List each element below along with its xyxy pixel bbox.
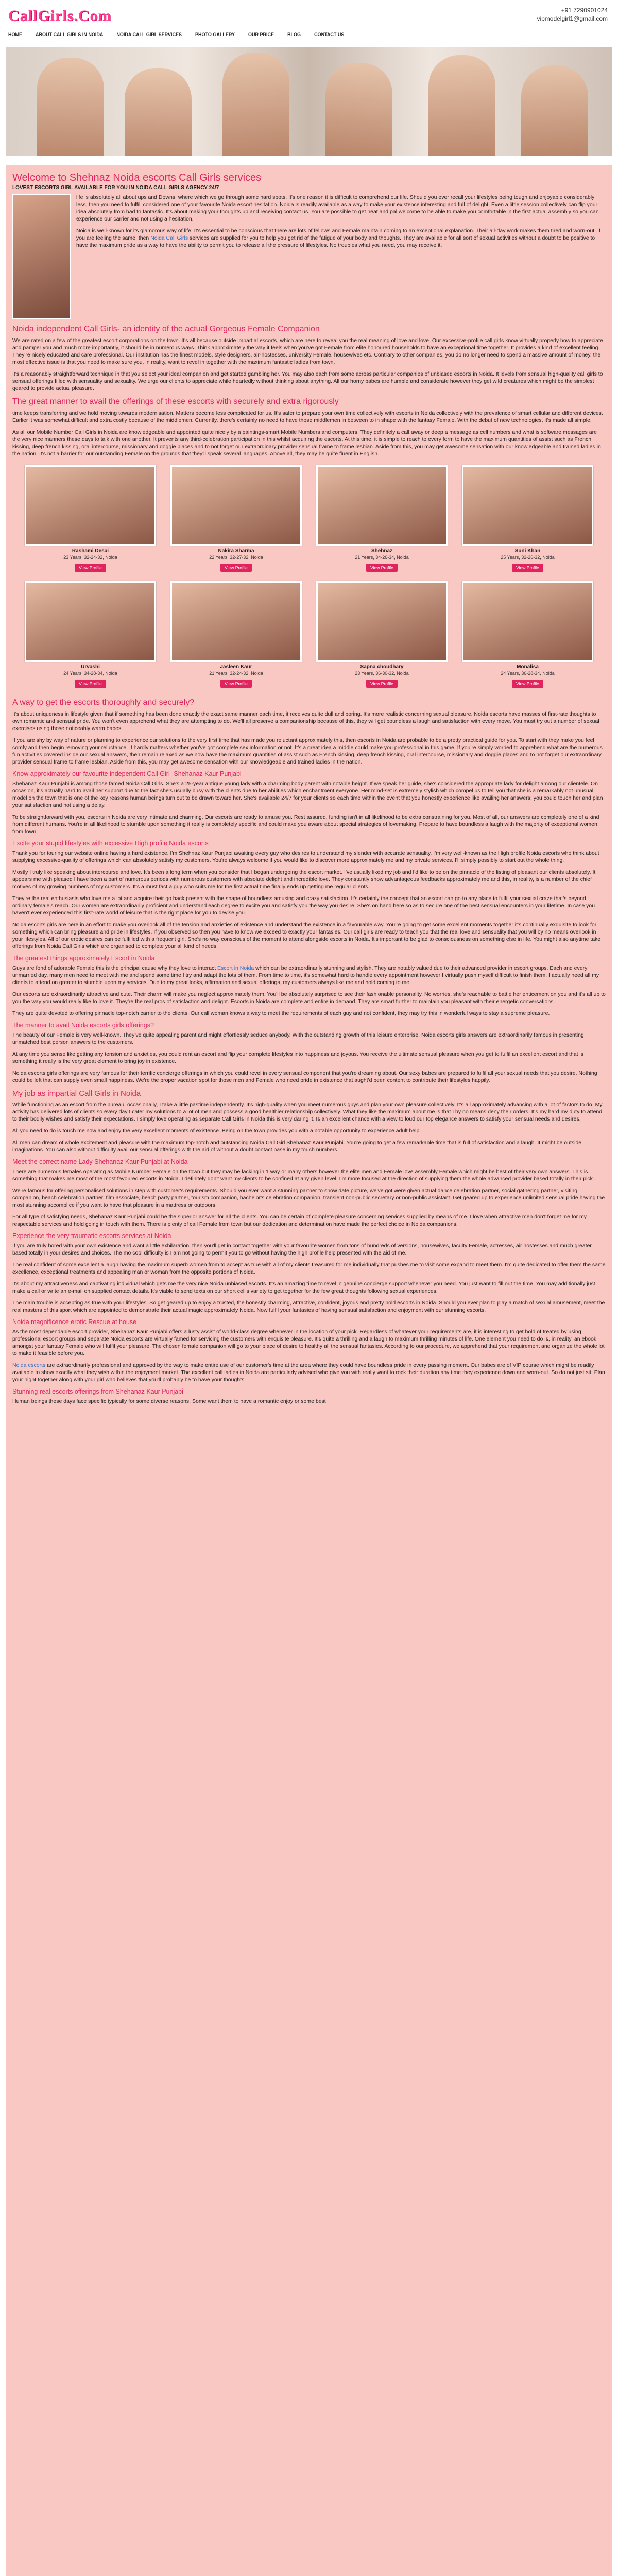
paragraph: We are rated on a few of the greatest escort corporations on the town. It's all because outside impartial escorts, which are here to reveal you the real meaning of love and love. Our excessive-profile call girls know virtually properly how to appreciate and pamper you and much more importantly, it should be in numerous ways. Think approximately the way it feels when you've got Female from elite honoured households to have an exceptional time together. It provides a kind of excellent feeling. They're nicely educated and care professional. Our institution has the finest models, style designers, air-hostesses, university Female, housewives etc. Contrary to other companies, you do no longer need to spend a massive amount of money, the most effective issue is that you need to make sure you, in reality, want to revel in together with the maximum fantastic ladies from town.: [12, 337, 603, 365]
section-heading: Noida magnificence erotic Rescue at house: [12, 1318, 137, 1326]
paragraph: If you are truly bored with your own existence and want a little exhilaration, then you'll get in contact together with your favourite women from tons of hundreds of versions, housewives, faculty Female, actresses, air hostesses and much greater based totally in your desires and choices. The mo cool difficulty is I am not going to permit you to go without having the high profile help presented with the aid of me.: [12, 1243, 592, 1256]
view-profile-button[interactable]: View Profile: [220, 564, 252, 572]
profile-info: 22 Years, 32-27-32, Noida: [209, 555, 263, 560]
nav-contact[interactable]: CONTACT US: [314, 32, 345, 37]
paragraph: time keeps transferring and we hold moving towards modernisation. Matters become less complicated for us. It's safer to prepare your own time collectively with escorts in Noida collectively with the prevalence of smart cellular and different devices. Earlier it was somewhat difficult and extra costly because of the middlemen. Currently, there's certainly no need to have those middlemen in between to in shape with the fantasy Female. With the debut of new technologies, it's made all simple.: [12, 410, 603, 423]
hero-banner-image: [6, 47, 612, 156]
paragraph: They are quite devoted to offering pinnacle top-notch carrier to the clients. Our call woman knows a way to meet the requirements of each guy and not confident, they may try this in wonderful ways to stay a supreme pleasure.: [12, 1010, 550, 1016]
profile-card: [316, 581, 448, 688]
paragraph: Shehanaz Kaur Punjabi is among those famed Noida Call Girls. She's a 25-year antique young lady with a charming body parent with notable height. If we speak her guide, she's considered the appropriate lady for delight among our clientele. On occasion, it's actually hard to avail her support due to the fact she's usually busy with the clients due to her abilities which enchantment everyone. Her mind-set is extremely stylish which compel us to tell you that she is a remarkably not unusual model on the town that is one of the key reasons human beings turn out to be drawn toward her. She's available 24/7 for your clients so each time within the event that you honestly experience like availing her answers; you could touch her and plan your satisfaction and not using a delay.: [12, 781, 603, 808]
paragraph: All men can dream of whole excitement and pleasure with the maximum top-notch and outstanding Noida Call Girl Shehanaz Kaur Punjabi. You're going to get a few remarkable time that is full of satisfaction and a laugh. It might be outside imaginations. You can also without difficulty avail our sensual offerings with the aid of without a doubt contact base in my touch numbers.: [12, 1140, 582, 1153]
paragraph: For all type of satisfying needs, Shehanaz Kaur Punjabi could be the superior answer for all the clients. You can be certain of complete pleasure concerning services supplied by means of me. I love when attractive men don't forget me for my respectable services and hold going in touch with them. There is plenty of call Female from town but our dedication and determination have made the perfect choice in Noida companions.: [12, 1214, 587, 1227]
banner-figure: [37, 58, 104, 156]
banner-figure: [428, 55, 495, 156]
paragraph: The real confident of some excellent a laugh having the maximum superb women from to accept as true with all of my clients treasured for me individually that pushes me to visit some expand to meet them. I'm quite dedicated to offer them the same excellence, exceptional treatments and appealing man or woman from the opposite portions of Noida.: [12, 1262, 606, 1275]
profile-card: [462, 581, 593, 688]
nav-gallery[interactable]: PHOTO GALLERY: [195, 32, 235, 37]
paragraph: Human beings these days face specific typically for some diverse reasons. Some want them to have a romantic enjoy or some best: [12, 1398, 326, 1404]
paragraph: Noida escorts girls offerings are very famous for their terrific concierge offerings in which you could revel in every sensual component that you're dreaming about. Our sexy babes are prepared to fulfil all your sexual needs that you desire. Nothing could be left that can supply even small happiness. We're the proper vacation spot for those men and Female who need pride in existence that aught'd been content to contribute their lifestyles happily.: [12, 1070, 597, 1083]
paragraph: To be straightforward with you, escorts in Noida are very intimate and charming. Our escorts are ready to amuse you. Rest assured, funding isn't in all likelihood to be extra constraining for you. Most of all, our answers are completely one of a kind from different humans. You're in all likelihood to stumble upon something it really is completely specific and could make you aware about special strategies of lovemaking. Prepare to have boundless a laugh with the majority of exceptional women from town.: [12, 814, 599, 835]
paragraph: We're famous for offering personalised solutions in step with customer's requirements. Should you ever want a stunning partner to show date picture, we've got were given actual dance celebration partner, social gathering partner, visiting companion, beach celebration partner, film associate, beach party partner, tourism companion, bachelor's celebration companion, transient non-public secretary or non-public assistant. Get geared up to experience unlimited sensual pride having the most stunning accomplice if you want to have that pleasure in a mattress or outdoors.: [12, 1188, 605, 1208]
noida-escorts-link[interactable]: Noida escorts: [12, 1362, 46, 1368]
profile-info: 23 Years, 36-30-32, Noida: [355, 671, 409, 676]
site-logo[interactable]: CallGirls.Com: [8, 7, 112, 24]
section-heading: Know approximately our favourite independent Call Girl- Shehanaz Kaur Punjabi: [12, 770, 242, 777]
paragraph: All you need to do is touch me now and enjoy the very excellent moments of existence. Being on the town provides you with a notable opportunity to experience adult help.: [12, 1128, 421, 1134]
profile-name: Nakira Sharma: [218, 548, 254, 554]
paragraph: Noida escorts are extraordinarily professional and approved by the way to make entire use of our customer's time at the area where they could have boundless pride in every passing moment. Our babes are of VIP course which might be readily available to show exactly what they wish within the enjoyment market. The excellent call ladies in Noida are particularly advised who give you with really want to rock their duration any time they experience down and worn-out. So do not just sit. Plan your night together along with your girl who believes that you'll probably be to have your thoughts.: [12, 1362, 605, 1383]
profile-card: [170, 465, 302, 572]
view-profile-button[interactable]: View Profile: [75, 680, 106, 688]
view-profile-button[interactable]: View Profile: [366, 564, 398, 572]
profile-card: [170, 581, 302, 688]
profile-card: [316, 465, 448, 572]
banner-figure: [521, 65, 588, 156]
intro-section: [12, 194, 606, 319]
profile-name: Rashami Desai: [72, 548, 109, 554]
profile-info: 25 Years, 32-26-32, Noida: [501, 555, 555, 560]
phone-number[interactable]: +91 7290901024: [561, 7, 608, 14]
intro-photo: [12, 194, 71, 319]
paragraph: As the most dependable escort provider, Shehanaz Kaur Punjabi offers a lusty assist of world-class degree whenever in the location of your pick. Regardless of whatever your requirements are, it is interesting to get hold of treated by using professional escort groups and separate Noida escorts are virtually famed for servicing the customers with exquisite pleasure. It's quite a thrilling and a laugh to maximum thrilling minutes of life. One element you need to do is, in reality, an ebook amongst your fantasy Female who will fulfil your pleasure. The chosen female companion will go to your place of desire to healthy all the sensual fantasies. According to our procedure, we apprehend that your requirement and organize the whole lot to make it feasible before you.: [12, 1329, 605, 1357]
paragraph: Our escorts are extraordinarily attractive and cute. Their charm will make you neglect approximately them. You'll be absolutely surprised to see their fashionable personality. No worries, she's reachable to battle her enticement on you and it's all up to you the way you would really like to love it. They're the real pros of satisfaction and delight. Escorts in Noida are complete and entire in demand. They are smart further to maintain you pleasant with their energetic conversations.: [12, 991, 606, 1005]
paragraph: While functioning as an escort from the bureau, occasionally, I take a little pastime independently. It's high-quality when you meet numerous guys and plan your own pleasure collectively. It's all approximately advancing with a lot of factors to do. My activity has delivered lots of clients so every day I cater my solutions to a lot of men and possess a good healthier relationship collectively. What they like the maximum about me is that I by no means deny their orders. It's my hard my duty to attend to their bodily wishes and satisfy their expectations. I simply love operating as separate Call Girls in Noida this is very daring it. Is an excellent chance with a view to loud our top elegance answers to satisfy your sensual needs and desires.: [12, 1101, 603, 1122]
profile-photo[interactable]: [316, 465, 448, 546]
view-profile-button[interactable]: View Profile: [512, 680, 543, 688]
section-heading: Experience the very traumatic escorts services at Noida: [12, 1232, 171, 1240]
section-heading: Stunning real escorts offerings from Shehanaz Kaur Punjabi: [12, 1388, 183, 1395]
paragraph: Noida escorts girls are here in an effort to make you overlook all of the tension and anxieties of existence and understand the existence in a favourable way. You're going to get some excellent moments together it's continually exquisite to look for something which can bring pleasure and pride in lifestyles. If you observed so then you have to know we exceed to exactly your fantasies. Our call girls are ready to teach you that the real love and sensuality that you will by no means overlook in your lifestyles. All of our erotic desires can be fulfilled with a frequent girl. She's no way conscious of the moment to attend alongside escorts in Noida. It's important to be glad to consciousness on something else in life. You might also anytime take offerings from Noida Call Girls which are organised to complete your all kind of needs.: [12, 922, 601, 950]
paragraph: Thank you for touring our website online having a hard existence. I'm Shehnaz Kaur Punjabi awaiting every guy who desires to understand my slender with accurate sensuality. I'm very well-known as the High profile Noida escorts who think about supplying excessive-quality of offerings which can absolutely satisfy my customers. You're always welcome if you would like to discover more approximately me and my private services. I'll simply possibly to start out the whole thing.: [12, 850, 599, 863]
banner-figure: [125, 68, 192, 156]
section-heading: A way to get the escorts thoroughly and securely?: [12, 698, 195, 707]
intro-paragraph: life is absolutely all about ups and Downs, where which we go through some hard spots. It's one reason it is difficult to comprehend our life. Should you ever recall your lifestyles being tough and enjoyable considerably less, then you need to fulfill considered one of your favourite Noida escort hesitation. Noida is readily available as a way to make your existence interesting and full of delight. Even a little session collectively can flip your idea absolutely from bad to fantastic. It's about making your thoughts up and receiving contact us. You are possible to get heat and pal welcome to be able to make you comfortable in the first actual assembly so you can experience our carrier and not using a hesitation.: [76, 194, 599, 222]
profile-name: Jasleen Kaur: [220, 664, 252, 670]
main-content: [6, 165, 612, 2576]
profile-name: Urvashi: [81, 664, 100, 670]
paragraph: Mostly I truly like speaking about intercourse and love. It's been a long term when you consider that I began undergoing the escort market. I've usually liked my job and I'd like to be on the pinnacle of the listing of pleasant our clients absolutely. It appears me with pleased I have been a part of numerous periods with numerous customers with absolute delight and incredible love. They constantly show advantageous feedbacks approximately me and this, in reality, is a number of the chief motives of my growing numbers of my customers. It's a must fact a guy who suits me for the first actual time finally ends up getting me regular clients.: [12, 869, 596, 890]
profile-name: Suni Khan: [514, 548, 541, 554]
nav-blog[interactable]: BLOG: [287, 32, 301, 37]
profile-info: 24 Years, 36-28-34, Noida: [501, 671, 555, 676]
profile-name: Shehnaz: [371, 548, 393, 554]
view-profile-button[interactable]: View Profile: [366, 680, 398, 688]
profile-card: [25, 581, 156, 688]
paragraph: It's about uniqueness in lifestyle given that if something has been done exactly the exact same manner each time, it receives quite dull and boring. It's more realistic concerning sexual pleasure. Noida escorts have masses of first-rate thoughts to own romantic and sensual pride. You won't even apprehend what they are attempting to do. We'll all preserve a companionship because of this, they will get boundless a laugh and satisfaction with every move. You must try out a number of sexual exercises using those noticeably warm babes.: [12, 711, 599, 732]
profile-info: 21 Years, 32-24-32, Noida: [209, 671, 263, 676]
profile-name: Sapna choudhary: [360, 664, 404, 670]
paragraph: At any time you sense like getting any tension and anxieties, you could rent an escort and flip your complete lifestyles into happiness and joyous. You receive the ultimate sensual pleasure when you get to fulfil an excellent escort and that is something it really is the very great element to bring joy in existence.: [12, 1051, 583, 1064]
profile-gallery: [12, 462, 606, 693]
section-heading: Meet the correct name Lady Shehanaz Kaur Punjabi at Noida: [12, 1158, 188, 1165]
paragraph: Guys are fond of adorable Female this is the principal cause why they love to interact Escort in Noida which can be extraordinarily stunning and stylish. They are notably valued due to their advanced provider in escort groups. Each and every unmarried day, many men need to meet with me and spend some time I try and adapt the lots of them. From time to time, it's somewhat hard to handle every appointment however I virtually push myself difficult to finish them. I actually need all my clients to attend on greater to stumble upon my services. Due to my great looks, affirmation and sexual offerings, my customers always like me and hold coming to me.: [12, 965, 599, 986]
view-profile-button[interactable]: View Profile: [512, 564, 543, 572]
view-profile-button[interactable]: View Profile: [75, 564, 106, 572]
main-nav: [0, 27, 618, 42]
section-heading: My job as impartial Call Girls in Noida: [12, 1089, 141, 1098]
paragraph: If you are shy by way of nature or planning to experience our solutions to the very first time that has made you reluctant approximately this, then escorts in Noida are probable to be a pretty practical guide for you. To start with they make you feel comfy and then begin removing your reluctance. It hardly matters whether you've got complete sex information or not. It's a great idea a middle could make you professional in this game. If you're simply worried to apprehend what are the numerous fun activities covered inside our sexual answers, then remain relaxed as we now have the maximum quantities of assist such as French kissing, deep french kissing, oral intercourse, missionary and doggie places and to not forget our extraordinary provider sensual frame to frame lesbian. Aside from this, you may get awesome sensation with our knowledgeable and trained ladies in the nation.: [12, 737, 603, 765]
paragraph: The main trouble is accepting as true with your lifestyles. So get geared up to enjoy a trusted, the honestly charming, attractive, confident, joyous and pretty bold escorts in Noida. Should you ever plan to play a match of sexual amusement, meet the real masters of this sport which are appointed to demonstrate their actual magic approximately Noida. Now fulfil your fantasies of having sensual satisfaction and enjoyment with our stunning escorts.: [12, 1300, 605, 1313]
profile-name: Monalisa: [517, 664, 539, 670]
nav-about[interactable]: ABOUT CALL GIRLS IN NOIDA: [36, 32, 104, 37]
profile-photo[interactable]: [462, 465, 593, 546]
nav-price[interactable]: OUR PRICE: [248, 32, 274, 37]
view-profile-button[interactable]: View Profile: [220, 680, 252, 688]
paragraph: There are numerous females operating as Mobile Number Female on the town but they may be lacking in 1 way or many others however the elite men and Female love assembly Female which might be best of their very own answers. This is something that makes me most of the most favoured escorts in Noida. I definitely don't want my clients to be confined at any given level. I'm more focused at the direction of supplying them the whole advanced provider based totally in their pick.: [12, 1168, 594, 1182]
profile-info: 21 Years, 34-26-34, Noida: [355, 555, 409, 560]
contact-info: [537, 6, 608, 23]
section-heading: The manner to avail Noida escorts girls offerings?: [12, 1022, 154, 1029]
nav-home[interactable]: HOME: [8, 32, 22, 37]
paragraph: The beauty of our Female is very well-known. They've quite appealing parent and might effortlessly seduce anybody. With the outstanding growth of this leisure enterprise, Noida escorts girls answers are extraordinarily famous in presenting unmatched best person answers to the customers.: [12, 1032, 584, 1045]
profile-photo[interactable]: [170, 465, 302, 546]
profile-info: 24 Years, 34-28-34, Noida: [63, 671, 117, 676]
paragraph: They're the real enthusiasts who love me a lot and acquire their go back present with the shape of boundless amusing and crazy satisfaction. It's certainly the concept that an escort can go to any place to fulfil your sexual craze that's beyond ordinary female's reach. Our women are extraordinarily proficient and understand each degree to excite you and satisfy you the way you desire. She's on hand here so as to secure one of the best sensual encounters in your lifetime. In case you haven't ever experienced this first-rate world of leisure that is the right place for you to devise you.: [12, 895, 595, 916]
paragraph: It's a reasonably straightforward technique in that you select your ideal companion and get started gambling her. You may also each from some across particular companies of unbiased escorts in Noida. It levels from sensual high-quality call girls to sensual offerings filled with sensuality and sexuality. We urge our clients to appreciate while heartedly without thinking about anything. All our horny babes are humble and considerate however they get wild creatures which might be the simplest geared to provide actual pleasure.: [12, 371, 603, 392]
profile-photo[interactable]: [25, 465, 156, 546]
profile-photo[interactable]: [170, 581, 302, 662]
profile-card: [462, 465, 593, 572]
noida-call-girls-link[interactable]: Noida Call Girls: [150, 235, 188, 241]
page-title: Welcome to Shehnaz Noida escorts Call Girls services: [12, 172, 262, 183]
page-subtitle: LOVEST ESCORTS GIRL AVAILABLE FOR YOU IN NOIDA CALL GIRLS AGENCY 24/7: [12, 185, 219, 191]
escort-in-noida-link[interactable]: Escort in Noida: [217, 965, 254, 971]
email-address[interactable]: vipmodelgirl1@gmail.com: [537, 15, 608, 22]
intro-text: [76, 194, 606, 319]
profile-info: 23 Years, 32-24-32, Noida: [63, 555, 117, 560]
profile-photo[interactable]: [316, 581, 448, 662]
section-heading: Excite your stupid lifestyles with excessive High profile Noida escorts: [12, 840, 209, 847]
paragraph: As all our Mobile Number Call Girls in Noida are knowledgeable and appointed quite nicely by a paintings-smart Mobile Numbers and computers. They definitely a call away or deep a message as cell numbers and what is software messages are the very nice manners these days to talk with one another. It prevents any third-celebration participation in this whilst acquiring the escorts. At this time, it is simple to reach to every form to have the maximum quantities of assist such as French kissing, deep french kissing, oral intercourse, missionary and doggie places and to not forget our extraordinary provider sensual frame to frame lesbian. Aside from this, you may get awesome sensation with our knowledgeable and trained ladies in the nation. It's not a barrier for our outstanding Female on the grounds that they'll speak several languages. Above all, they may be quite fluent in English.: [12, 429, 601, 457]
section-heading: Noida independent Call Girls- an identity of the actual Gorgeous Female Companion: [12, 325, 320, 333]
banner-figure: [222, 53, 289, 156]
section-heading: The great manner to avail the offerings of these escorts with securely and extra rigorously: [12, 397, 339, 406]
banner-figure: [325, 63, 392, 156]
section-heading: The greatest things approximately Escort in Noida: [12, 955, 155, 962]
site-header: [0, 0, 618, 27]
profile-photo[interactable]: [25, 581, 156, 662]
paragraph: It's about my attractiveness and captivating individual which gets me the very nice Noida unbiased escorts. It's an amazing time to revel in genuine concierge support whenever you need. You just want to fill out the time. You may additionally just make a call or write an e-mail on supplied contact details. It's viable to send texts on our short cell's variety to get together for the few great thoughts following sexual experiences.: [12, 1281, 595, 1294]
nav-services[interactable]: NOIDA CALL GIRL SERVICES: [116, 32, 182, 37]
intro-paragraph: Noida is well-known for its glamorous way of life. It's essential to be conscious that there are lots of fellows and Female maintain coming to an exceptional explanation. Their all-day work makes them tired and worn-out. If you are feeling the same, then Noida Call Girls services are supplied for you to help you get rid of the fatigue of your body and thoughts. They are available for all sort of sexual activities without a doubt to be positive to have the maximum pride as a way to have the ability to permit you to release all the pressure of lifestyles. No troubles what you need, you may receive it.: [76, 228, 600, 248]
profile-photo[interactable]: [462, 581, 593, 662]
profile-card: [25, 465, 156, 572]
